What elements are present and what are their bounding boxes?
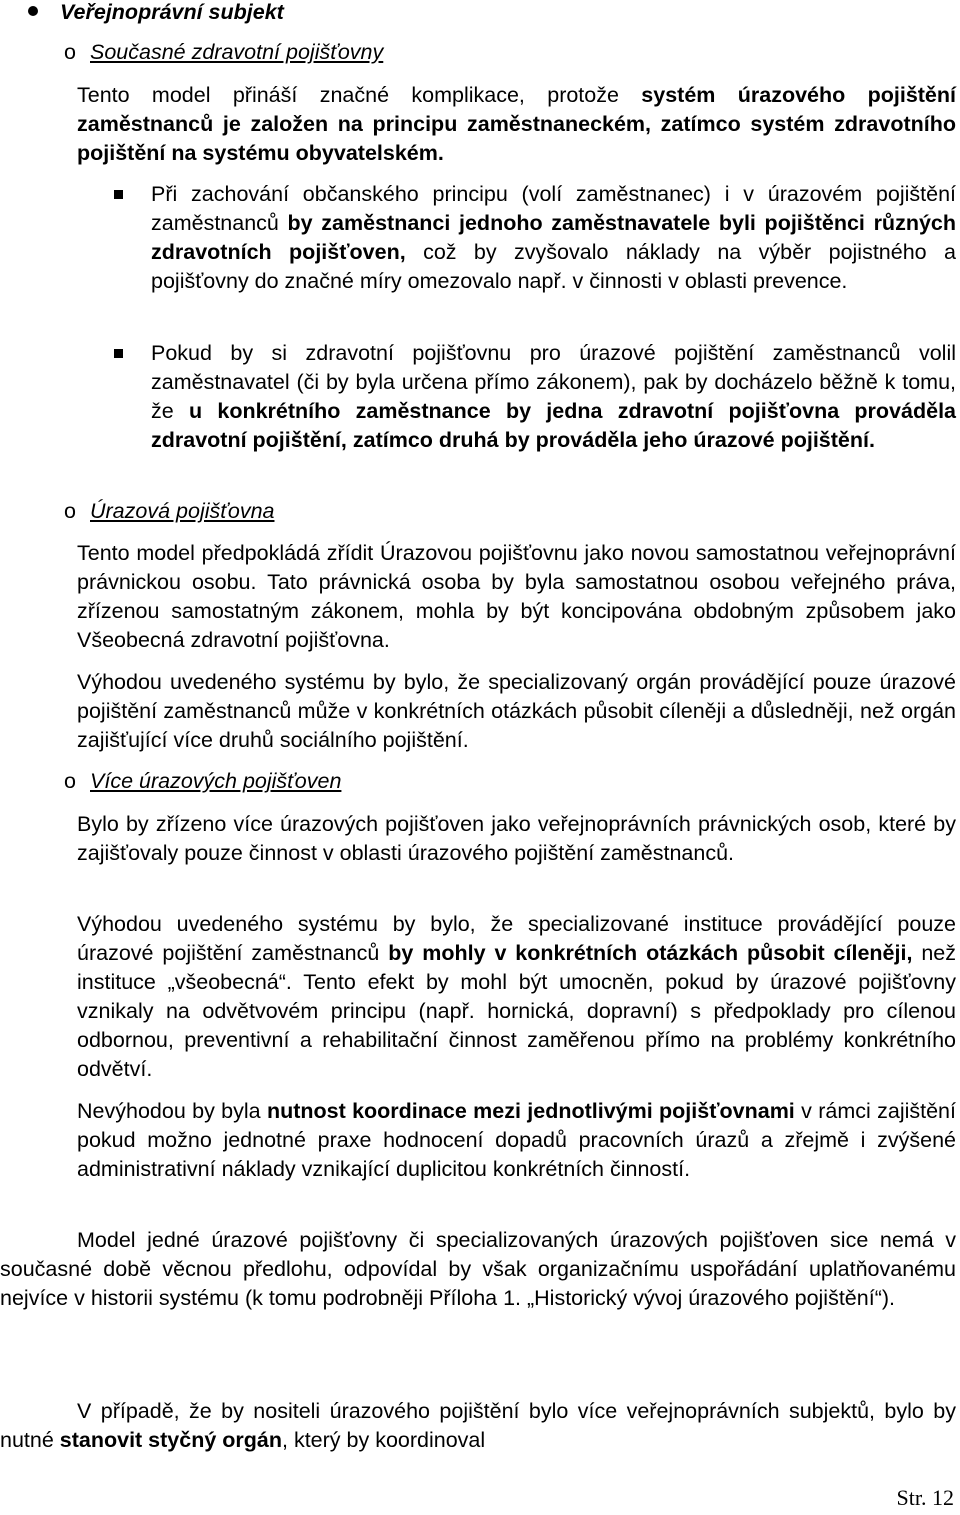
paragraph: V případě, že by nositeli úrazového pojištění bylo více veřejnoprávních subjektů, bylo by nutné stanovit styčný orgán, který by koordinoval bbox=[0, 1399, 956, 1452]
list-item bbox=[114, 339, 956, 455]
subsection-2 bbox=[64, 497, 274, 526]
subsection-title: Úrazová pojišťovna bbox=[90, 499, 275, 523]
section-heading: Veřejnoprávní subjekt bbox=[60, 0, 284, 24]
paragraph: Výhodou uvedeného systému by bylo, že specializované instituce provádějící pouze úrazové pojištění zaměstnanců by mohly v konkrétních otázkách působit cíleněji, než instituce „všeobecná“. Tento efekt by mohl být umocněn, pokud by úrazové pojišťovny vznikaly na odvětvovém principu (např. hornická, dopravní) s předpoklady pro cílenou odbornou, preventivní a rehabilitační činnost zaměřenou přímo na problémy konkrétního odvětví. bbox=[77, 912, 957, 1081]
paragraph: Nevýhodou by byla nutnost koordinace mezi jednotlivými pojišťovnami v rámci zajištění pokud možno jednotné praxe hodnocení dopadů pracovních úrazů a zřejmě i zvýšené administrativní náklady vznikající duplicitou konkrétních činností. bbox=[77, 1099, 956, 1181]
paragraph: Tento model přináší značné komplikace, protože systém úrazového pojištění zaměstnanců je založen na principu zaměstnaneckém, zatímco systém zdravotního pojištění na systému obyvatelském. bbox=[77, 83, 956, 165]
list-item-text: Při zachování občanského principu (volí zaměstnanec) i v úrazovém pojištění zaměstnanců by zaměstnanci jednoho zaměstnavatele byli pojištěnci různých zdravotních pojišťoven, což by zvyšovalo náklady na výběr pojistného a pojišťovny do značné míry omezovalo např. v činnosti v oblasti prevence. bbox=[151, 182, 956, 293]
heading-bullet-item bbox=[28, 0, 284, 27]
list-marker: o bbox=[64, 499, 76, 523]
subsection-1 bbox=[64, 38, 383, 67]
paragraph: Tento model předpokládá zřídit Úrazovou pojišťovnu jako novou samostatnou veřejnoprávní právnickou osobu. Tato právnická osoba by byla samostatnou osobou veřejného práva, zřízenou samostatným zákonem, mohla by být koncipována obdobným způsobem jako Všeobecná zdravotní pojišťovna. bbox=[77, 541, 956, 652]
paragraph: Bylo by zřízeno více úrazových pojišťoven jako veřejnoprávních právnických osob, které by zajišťovaly pouze činnost v oblasti úrazového pojištění zaměstnanců. bbox=[77, 812, 956, 865]
bullet-dot-icon bbox=[28, 6, 38, 16]
list-item bbox=[114, 180, 956, 296]
square-bullet-icon bbox=[114, 349, 123, 358]
subsection-title: Současné zdravotní pojišťovny bbox=[90, 40, 384, 64]
subsection-title: Více úrazových pojišťoven bbox=[90, 769, 342, 793]
square-bullet-icon bbox=[114, 190, 123, 199]
list-marker: o bbox=[64, 40, 76, 64]
subsection-3 bbox=[64, 767, 341, 796]
list-item-text: Pokud by si zdravotní pojišťovnu pro úrazové pojištění zaměstnanců volil zaměstnavatel (či by byla určena přímo zákonem), pak by docházelo běžně k tomu, že u konkrétního zaměstnance by jedna zdravotní pojišťovna prováděla zdravotní pojištění, zatímco druhá by prováděla jeho úrazové pojištění. bbox=[151, 341, 956, 452]
paragraph: Model jedné úrazové pojišťovny či specializovaných úrazových pojišťoven sice nemá v současné době věcnou předlohu, odpovídal by však organizačnímu uspořádání uplatňovanému nejvíce v historii systému (k tomu podrobněji Příloha 1. „Historický vývoj úrazového pojištění“). bbox=[0, 1228, 956, 1310]
list-marker: o bbox=[64, 769, 76, 793]
paragraph: Výhodou uvedeného systému by bylo, že specializovaný orgán provádějící pouze úrazové pojištění zaměstnanců může v konkrétních otázkách působit cíleněji a důsledněji, než orgán zajišťující více druhů sociálního pojištění. bbox=[77, 670, 956, 752]
page-number: Str. 12 bbox=[896, 1485, 954, 1510]
